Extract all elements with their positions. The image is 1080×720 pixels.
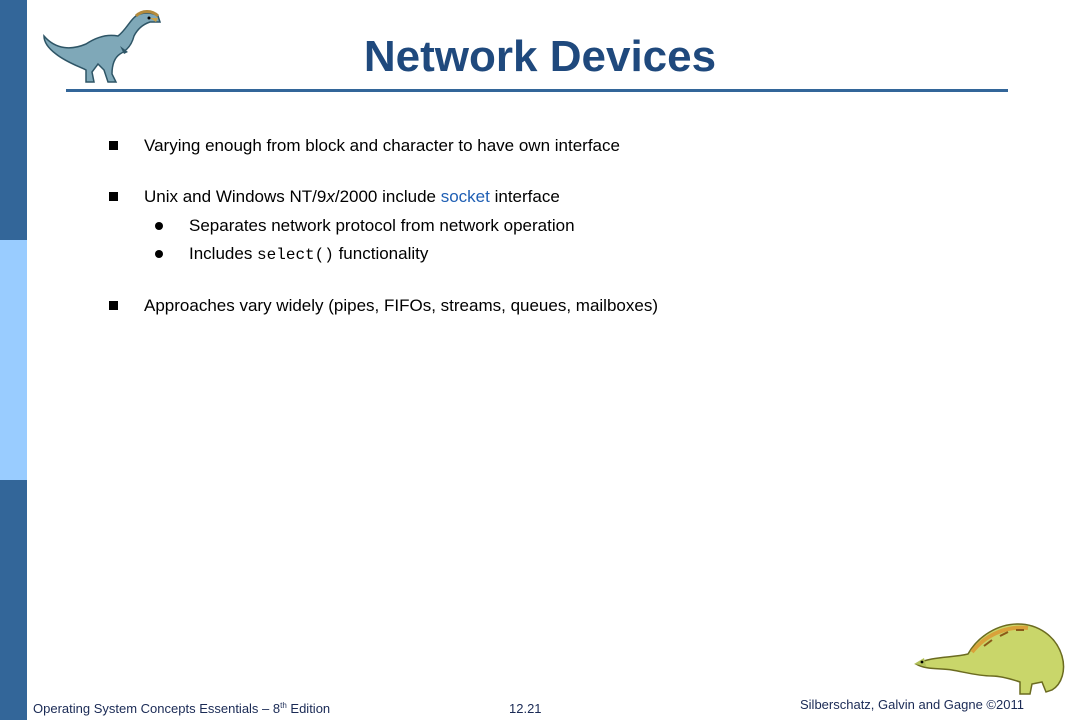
bullet-marker <box>109 301 118 310</box>
bullet-text <box>144 187 560 207</box>
bullet-text-italic: x <box>326 187 335 206</box>
slide-title: Network Devices <box>363 32 717 81</box>
sub-bullet-text-part: Includes <box>189 244 258 263</box>
side-bar-middle <box>0 240 27 480</box>
footer-left-sup: th <box>280 701 287 710</box>
footer-authors: Silberschatz, Galvin and Gagne ©2011 <box>800 697 1024 712</box>
footer-left-part: Edition <box>286 701 331 716</box>
sub-bullet-marker <box>155 250 163 258</box>
bullet-marker <box>109 192 118 201</box>
footer-page-number: 12.21 <box>509 701 542 716</box>
bullet-marker <box>109 141 118 150</box>
footer-left-part: Operating System Concepts Essentials – 8 <box>33 701 281 716</box>
sub-bullet-marker <box>155 222 163 230</box>
side-bar-bottom <box>0 480 27 720</box>
dinosaur-icon <box>912 606 1072 702</box>
sub-bullet-text-part: functionality <box>333 244 429 263</box>
sub-bullet-text <box>189 244 428 265</box>
side-bar <box>0 0 27 720</box>
bullet-text-part: interface <box>489 187 560 206</box>
title-rule <box>66 89 1008 92</box>
bullet-text: Varying enough from block and character to have own interface <box>144 136 620 155</box>
bullet-text: Approaches vary widely (pipes, FIFOs, streams, queues, mailboxes) <box>144 296 658 315</box>
bullet-text-part: Unix and Windows NT/9 <box>144 187 327 206</box>
code-select: select() <box>257 246 334 264</box>
footer-book-title <box>33 701 330 716</box>
bullet-text-part: /2000 include <box>334 187 441 206</box>
sub-bullet-text: Separates network protocol from network operation <box>189 216 575 235</box>
socket-term: socket <box>440 187 490 206</box>
